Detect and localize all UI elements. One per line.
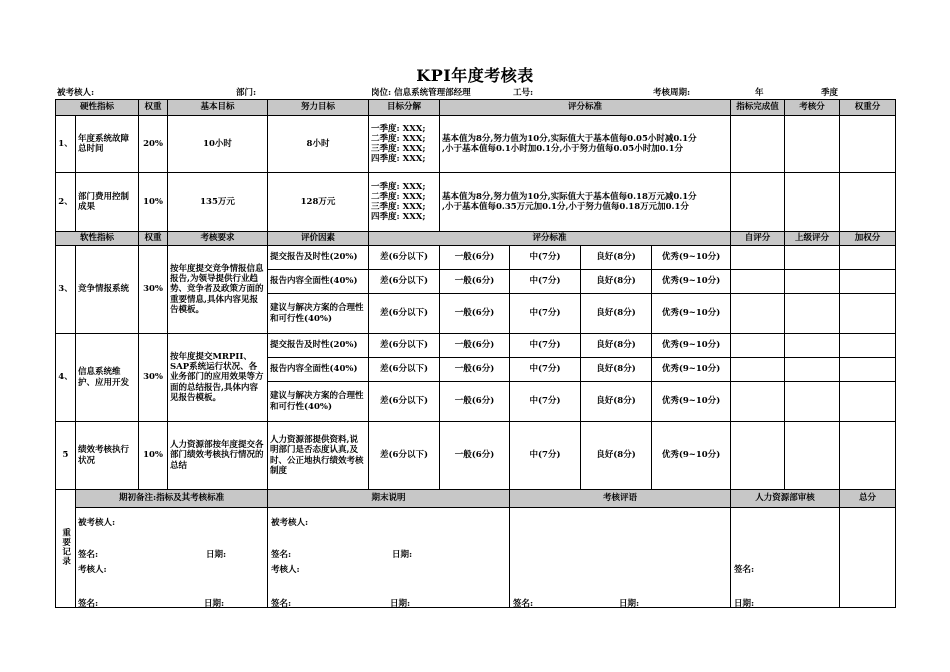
grade-fair: 一般(6分) [440,246,510,270]
assess-score-cell[interactable] [785,173,840,232]
evaluation-factor: 报告内容全面性(40%) [268,270,369,294]
col-basic-target: 基本目标 [168,100,268,116]
superior-score-cell[interactable] [785,422,840,490]
indicator-name: 年度系统故障总时间 [76,116,139,173]
indicator-weight: 20% [139,116,168,173]
breakdown-q3: 三季度: XXX; [371,202,426,212]
total-score-cell[interactable] [840,508,896,608]
hr-date-label: 日期: [734,599,755,609]
grade-poor: 差(6分以下) [369,422,440,490]
assess-comments-cell[interactable] [510,508,731,608]
grade-fair: 一般(6分) [440,334,510,358]
indicator-name: 信息系统维护、应用开发 [76,334,139,422]
indicator-name: 竞争情报系统 [76,246,139,334]
superior-score-cell[interactable] [785,246,840,270]
col-initial-notes: 期初备注:指标及其考核标准 [76,490,268,508]
grade-excellent: 优秀(9~10分) [652,294,731,334]
self-score-cell[interactable] [731,246,785,270]
table-row [56,246,896,270]
breakdown-q3: 三季度: XXX; [371,144,426,154]
standard-line-2: ,小于基本值每0.1小时加0.1分,小于努力值每0.05小时加0.1分 [442,144,684,154]
weighted-score-cell[interactable] [840,116,896,173]
initial-sign-label: 签名: [78,550,99,560]
grade-medium: 中(7分) [510,294,581,334]
assess-score-cell[interactable] [785,116,840,173]
standard-line-1: 基本值为8分,努力值为10分,实际值大于基本值每0.05小时减0.1分 [442,133,697,144]
table-row [56,116,896,173]
grade-good: 良好(8分) [581,294,652,334]
indicator-name: 绩效考核执行状况 [76,422,139,490]
comment-sign-label: 签名: [513,599,534,609]
self-score-cell[interactable] [731,294,785,334]
self-score-cell[interactable] [731,382,785,422]
final-date-label-2: 日期: [390,599,411,609]
col-target-breakdown: 目标分解 [369,100,440,116]
breakdown-q4: 四季度: XXX; [371,154,426,165]
period-label: 考核周期: [653,88,691,98]
col-self-score: 自评分 [731,232,785,246]
table-row [56,334,896,358]
evaluation-factor: 建议与解决方案的合理性和可行性(40%) [268,294,369,334]
grade-good: 良好(8分) [581,358,652,382]
evaluation-factor: 人力资源部提供资料,说明部门是否态度认真,及时、公正地执行绩效考核制度 [268,422,369,490]
grade-poor: 差(6分以下) [369,382,440,422]
grade-poor: 差(6分以下) [369,246,440,270]
grade-fair: 一般(6分) [440,270,510,294]
scoring-standard [440,173,731,232]
breakdown-q2: 二季度: XXX; [371,191,426,202]
col-superior-score: 上级评分 [785,232,840,246]
evaluation-factor: 提交报告及时性(20%) [268,334,369,358]
department-label: 部门: [236,88,257,98]
row-index: 5 [56,422,76,490]
weighted-score-cell[interactable] [840,270,896,294]
breakdown-q2: 二季度: XXX; [371,133,426,144]
soft-header-row [56,232,896,246]
weighted-score-cell[interactable] [840,294,896,334]
col-scoring-standard: 评分标准 [440,100,731,116]
weighted-score-cell[interactable] [840,173,896,232]
col-total-score: 总分 [840,490,896,508]
grade-excellent: 优秀(9~10分) [652,334,731,358]
weighted-score-cell[interactable] [840,334,896,358]
self-score-cell[interactable] [731,358,785,382]
superior-score-cell[interactable] [785,334,840,358]
final-assessor-label: 考核人: [271,565,300,575]
effort-target: 8小时 [268,116,369,173]
effort-target: 128万元 [268,173,369,232]
table-row [56,422,896,490]
completion-value-cell[interactable] [731,116,785,173]
final-sign-label: 签名: [271,550,292,560]
grade-fair: 一般(6分) [440,358,510,382]
weighted-score-cell[interactable] [840,382,896,422]
indicator-weight: 30% [139,246,168,334]
final-sign-label-2: 签名: [271,599,292,609]
superior-score-cell[interactable] [785,294,840,334]
final-date-label: 日期: [392,550,413,560]
grade-medium: 中(7分) [510,382,581,422]
employee-no-label: 工号: [513,88,534,98]
indicator-weight: 10% [139,422,168,490]
target-breakdown [369,173,440,232]
initial-sign-label-2: 签名: [78,599,99,609]
target-breakdown [369,116,440,173]
col-soft-indicator: 软性指标 [56,232,139,246]
col-completion-value: 指标完成值 [731,100,785,116]
grade-excellent: 优秀(9~10分) [652,382,731,422]
grade-medium: 中(7分) [510,358,581,382]
superior-score-cell[interactable] [785,382,840,422]
self-score-cell[interactable] [731,334,785,358]
breakdown-q4: 四季度: XXX; [371,212,426,223]
col-weighted-score: 加权分 [840,232,896,246]
grade-poor: 差(6分以下) [369,358,440,382]
kpi-table [55,99,896,608]
records-side-cell [56,490,76,608]
grade-excellent: 优秀(9~10分) [652,246,731,270]
assess-requirement: 按年度提交竞争情报信息报告,为领导提供行业趋势、竞争者及政策方面的重要情息,具体内容见报告模板。 [168,246,268,334]
records-body-row [56,508,896,608]
completion-value-cell[interactable] [731,173,785,232]
grade-excellent: 优秀(9~10分) [652,270,731,294]
col-effort-target: 努力目标 [268,100,369,116]
col-hard-indicator: 硬性指标 [56,100,139,116]
evaluation-factor: 建议与解决方案的合理性和可行性(40%) [268,382,369,422]
grade-medium: 中(7分) [510,270,581,294]
position-label: 岗位: 信息系统管理部经理 [371,88,471,98]
col-weighted-score: 权重分 [840,100,896,116]
weighted-score-cell[interactable] [840,422,896,490]
weighted-score-cell[interactable] [840,246,896,270]
grade-fair: 一般(6分) [440,294,510,334]
basic-target: 10小时 [168,116,268,173]
grade-good: 良好(8分) [581,382,652,422]
year-label: 年 [755,88,764,98]
col-assess-comments: 考核评语 [510,490,731,508]
col-final-notes: 期末说明 [268,490,510,508]
row-index: 2、 [56,173,76,232]
indicator-name: 部门费用控制成果 [76,173,139,232]
row-index: 4、 [56,334,76,422]
grade-fair: 一般(6分) [440,422,510,490]
grade-excellent: 优秀(9~10分) [652,358,731,382]
grade-poor: 差(6分以下) [369,294,440,334]
indicator-weight: 30% [139,334,168,422]
page-title: KPI年度考核表 [416,66,534,85]
basic-target: 135万元 [168,173,268,232]
row-index: 1、 [56,116,76,173]
hard-header-row [56,100,896,116]
col-scoring-standard: 评分标准 [369,232,731,246]
initial-assessor-label: 考核人: [78,565,107,575]
evaluation-factor: 报告内容全面性(40%) [268,358,369,382]
grade-excellent: 优秀(9~10分) [652,422,731,490]
col-assess-requirement: 考核要求 [168,232,268,246]
table-row [56,173,896,232]
indicator-weight: 10% [139,173,168,232]
grade-fair: 一般(6分) [440,382,510,422]
grade-good: 良好(8分) [581,246,652,270]
initial-date-label-2: 日期: [204,599,225,609]
grade-poor: 差(6分以下) [369,334,440,358]
grade-good: 良好(8分) [581,270,652,294]
col-assess-score: 考核分 [785,100,840,116]
row-index: 3、 [56,246,76,334]
standard-line-1: 基本值为8分,努力值为10分,实际值大于基本值每0.18万元减0.1分 [442,191,697,202]
self-score-cell[interactable] [731,422,785,490]
superior-score-cell[interactable] [785,358,840,382]
quarter-label: 季度 [821,88,839,98]
initial-assessee-label: 被考核人: [78,518,116,528]
hr-sign-label: 签名: [734,565,755,575]
grade-good: 良好(8分) [581,422,652,490]
scoring-standard [440,116,731,173]
assess-requirement: 人力资源部按年度提交各部门绩效考核执行情况的总结 [168,422,268,490]
assess-requirement: 按年度提交MRPII、SAP系统运行状况、各业务部门的应用效果等方面的总结报告,具体内容见报告模板。 [168,334,268,422]
col-weight: 权重 [139,100,168,116]
standard-line-2: ,小于基本值每0.35万元加0.1分,小于努力值每0.18万元加0.1分 [442,202,689,212]
initial-date-label: 日期: [206,550,227,560]
self-score-cell[interactable] [731,270,785,294]
superior-score-cell[interactable] [785,270,840,294]
comment-date-label: 日期: [619,599,640,609]
grade-medium: 中(7分) [510,334,581,358]
col-weight: 权重 [139,232,168,246]
grade-poor: 差(6分以下) [369,270,440,294]
weighted-score-cell[interactable] [840,358,896,382]
grade-medium: 中(7分) [510,422,581,490]
assessee-label: 被考核人: [57,88,95,98]
grade-medium: 中(7分) [510,246,581,270]
grade-good: 良好(8分) [581,334,652,358]
breakdown-q1: 一季度: XXX; [371,123,426,134]
evaluation-factor: 提交报告及时性(20%) [268,246,369,270]
final-assessee-label: 被考核人: [271,518,309,528]
records-header-row [56,490,896,508]
col-evaluation-factor: 评价因素 [268,232,369,246]
breakdown-q1: 一季度: XXX; [371,181,426,192]
hr-review-cell[interactable] [731,508,840,608]
records-side-label: 重要记录 [60,527,71,566]
col-hr-review: 人力资源部审核 [731,490,840,508]
